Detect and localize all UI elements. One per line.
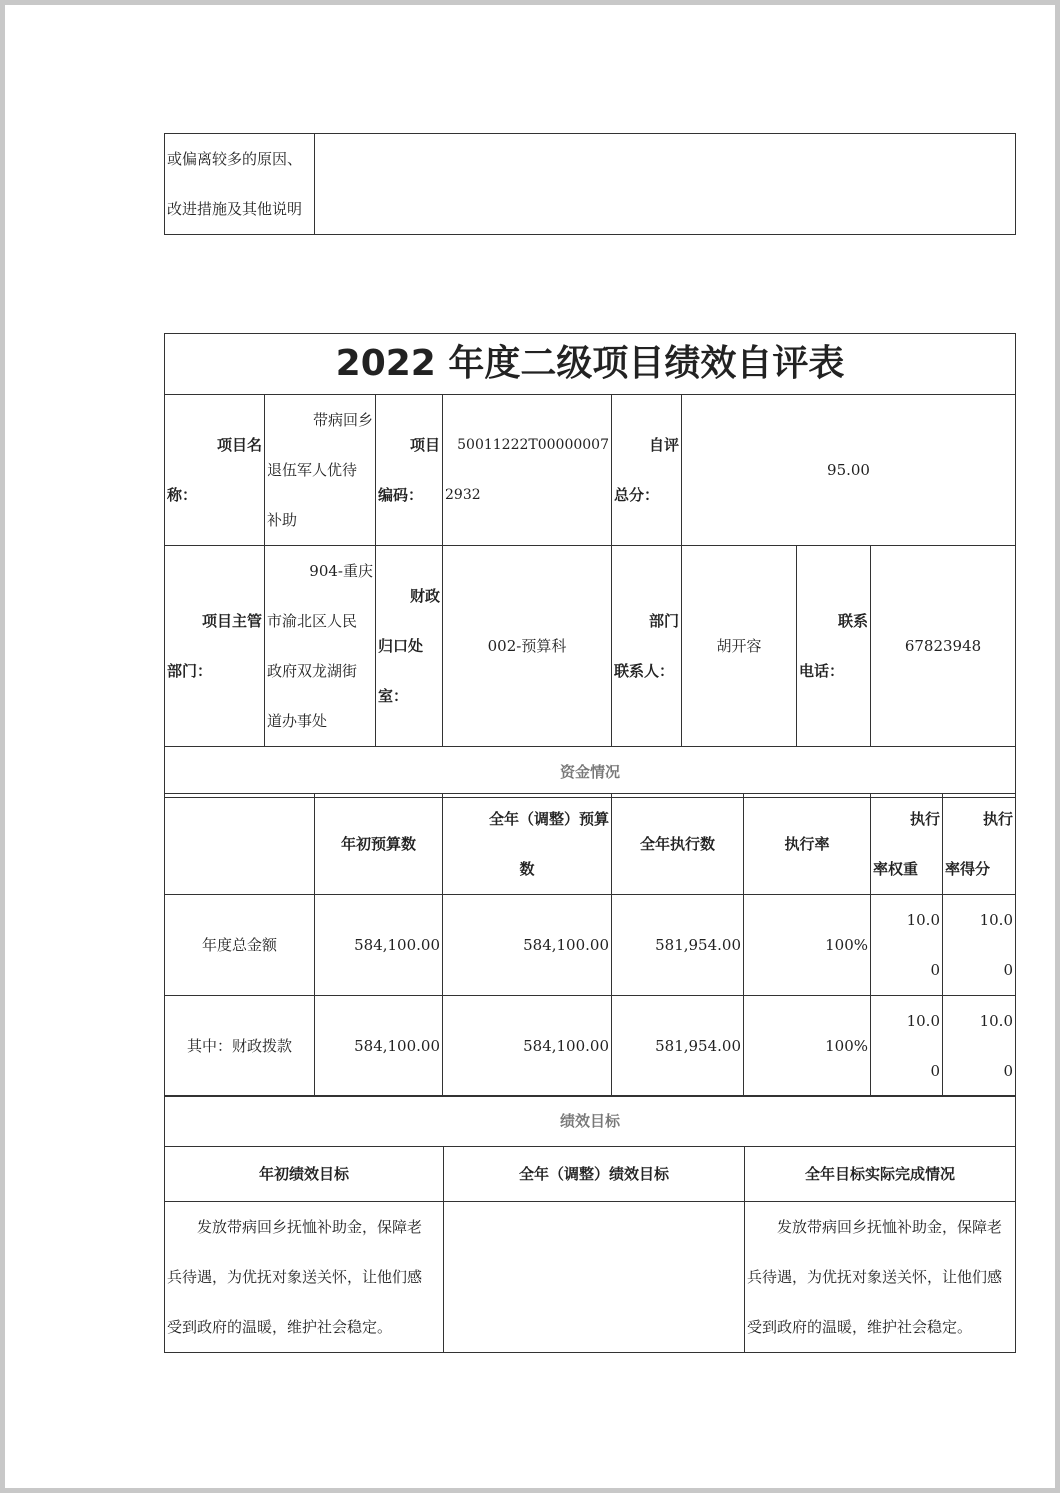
finance-label-c: 室： <box>378 687 409 705</box>
perf-header-initial: 年初绩效目标 <box>165 1147 444 1202</box>
funds-col-executed: 全年执行数 <box>612 794 744 895</box>
funds-row-score-b: 0 <box>1003 1062 1013 1080</box>
perf-initial-line1: 发放带病回乡抚恤补助金，保障老 <box>197 1218 423 1236</box>
finance-label <box>376 546 443 747</box>
explanation-label <box>165 134 315 235</box>
funds-row-initial: 584,100.00 <box>315 996 443 1097</box>
finance-label-b: 归口处 <box>378 637 424 655</box>
funds-col-initial: 年初预算数 <box>315 794 443 895</box>
funds-row-weight-a: 10.0 <box>906 1012 940 1030</box>
funds-col-adjusted-a: 全年（调整）预算 <box>488 810 609 828</box>
document-page <box>5 5 1055 1488</box>
funds-col-adjusted-b: 数 <box>519 860 535 878</box>
dept-label-a: 项目主管 <box>201 612 262 630</box>
contact-value: 胡开容 <box>682 546 797 747</box>
funds-col-score <box>943 794 1016 895</box>
project-name-label <box>165 395 265 546</box>
funds-col-weight-b: 率权重 <box>873 860 919 878</box>
perf-header-actual: 全年目标实际完成情况 <box>745 1147 1016 1202</box>
dept-line3: 政府双龙湖街 <box>267 662 358 680</box>
funds-section-header: 资金情况 <box>165 747 1016 798</box>
score-value: 95.00 <box>682 395 1016 546</box>
score-label-a: 自评 <box>648 436 679 454</box>
funds-row-adjusted: 584,100.00 <box>443 895 612 996</box>
project-name-label-a: 项目名 <box>216 436 262 454</box>
funds-col-score-a: 执行 <box>982 810 1013 828</box>
phone-label-a: 联系 <box>837 612 868 630</box>
explanation-label-line1: 或偏离较多的原因、 <box>167 150 303 168</box>
funds-row-weight <box>871 996 943 1097</box>
finance-label-a: 财政 <box>409 587 440 605</box>
phone-value: 67823948 <box>871 546 1016 747</box>
contact-label-a: 部门 <box>648 612 679 630</box>
funds-row-weight-b: 0 <box>930 961 940 979</box>
funds-row-score-b: 0 <box>1003 961 1013 979</box>
funds-row-executed: 581,954.00 <box>612 996 744 1097</box>
perf-initial-content <box>165 1202 444 1353</box>
evaluation-table <box>164 333 1016 798</box>
project-code-line1: 50011222T00000007 <box>457 437 609 453</box>
project-code-label-a: 项目 <box>409 436 440 454</box>
funds-row-weight <box>871 895 943 996</box>
funds-row-label: 年度总金额 <box>165 895 315 996</box>
funds-row-score <box>943 996 1016 1097</box>
dept-line4: 道办事处 <box>267 712 328 730</box>
funds-row-executed: 581,954.00 <box>612 895 744 996</box>
perf-actual-line3: 受到政府的温暖，维护社会稳定。 <box>747 1318 973 1336</box>
perf-adjusted-content <box>444 1202 745 1353</box>
score-label-b: 总分： <box>614 486 660 504</box>
contact-label <box>612 546 682 747</box>
table-row <box>165 996 1016 1097</box>
funds-table <box>164 793 1016 1097</box>
table-row <box>165 895 1016 996</box>
dept-line1: 904-重庆 <box>309 562 373 580</box>
funds-header-blank-cell <box>165 794 315 895</box>
project-name-value <box>265 395 376 546</box>
project-name-label-b: 称： <box>167 486 198 504</box>
perf-section-header: 绩效目标 <box>165 1096 1016 1147</box>
explanation-content <box>315 134 1016 235</box>
explanation-table <box>164 133 1016 235</box>
funds-row-rate: 100% <box>744 895 871 996</box>
project-code-label-b: 编码： <box>378 486 424 504</box>
table-title: 2022 年度二级项目绩效自评表 <box>165 334 1016 395</box>
finance-value: 002-预算科 <box>443 546 612 747</box>
phone-label <box>797 546 871 747</box>
phone-label-b: 电话： <box>799 662 845 680</box>
funds-row-score <box>943 895 1016 996</box>
funds-col-score-b: 率得分 <box>945 860 991 878</box>
funds-row-score-a: 10.0 <box>979 911 1013 929</box>
funds-row-label: 其中：财政拨款 <box>165 996 315 1097</box>
perf-initial-line3: 受到政府的温暖，维护社会稳定。 <box>167 1318 393 1336</box>
explanation-label-line2: 改进措施及其他说明 <box>167 200 303 218</box>
perf-header-adjusted: 全年（调整）绩效目标 <box>444 1147 745 1202</box>
funds-row-rate: 100% <box>744 996 871 1097</box>
funds-col-adjusted <box>443 794 612 895</box>
score-label <box>612 395 682 546</box>
perf-actual-line1: 发放带病回乡抚恤补助金，保障老 <box>777 1218 1003 1236</box>
funds-col-rate: 执行率 <box>744 794 871 895</box>
perf-initial-line2: 兵待遇，为优抚对象送关怀，让他们感 <box>167 1268 423 1286</box>
project-code-line2: 2932 <box>445 487 481 503</box>
project-name-line1: 带病回乡 <box>312 411 373 429</box>
project-code-label <box>376 395 443 546</box>
project-name-line3: 补助 <box>267 511 298 529</box>
performance-table <box>164 1095 1016 1353</box>
dept-label-b: 部门： <box>167 662 213 680</box>
perf-actual-line2: 兵待遇，为优抚对象送关怀，让他们感 <box>747 1268 1003 1286</box>
contact-label-b: 联系人： <box>614 662 675 680</box>
dept-value <box>265 546 376 747</box>
funds-row-adjusted: 584,100.00 <box>443 996 612 1097</box>
funds-col-weight-a: 执行 <box>909 810 940 828</box>
funds-row-weight-a: 10.0 <box>906 911 940 929</box>
perf-actual-content <box>745 1202 1016 1353</box>
project-name-line2: 退伍军人优待 <box>267 461 358 479</box>
project-code-value <box>443 395 612 546</box>
funds-row-weight-b: 0 <box>930 1062 940 1080</box>
funds-col-weight <box>871 794 943 895</box>
funds-row-score-a: 10.0 <box>979 1012 1013 1030</box>
dept-line2: 市渝北区人民 <box>267 612 358 630</box>
funds-row-initial: 584,100.00 <box>315 895 443 996</box>
dept-label <box>165 546 265 747</box>
